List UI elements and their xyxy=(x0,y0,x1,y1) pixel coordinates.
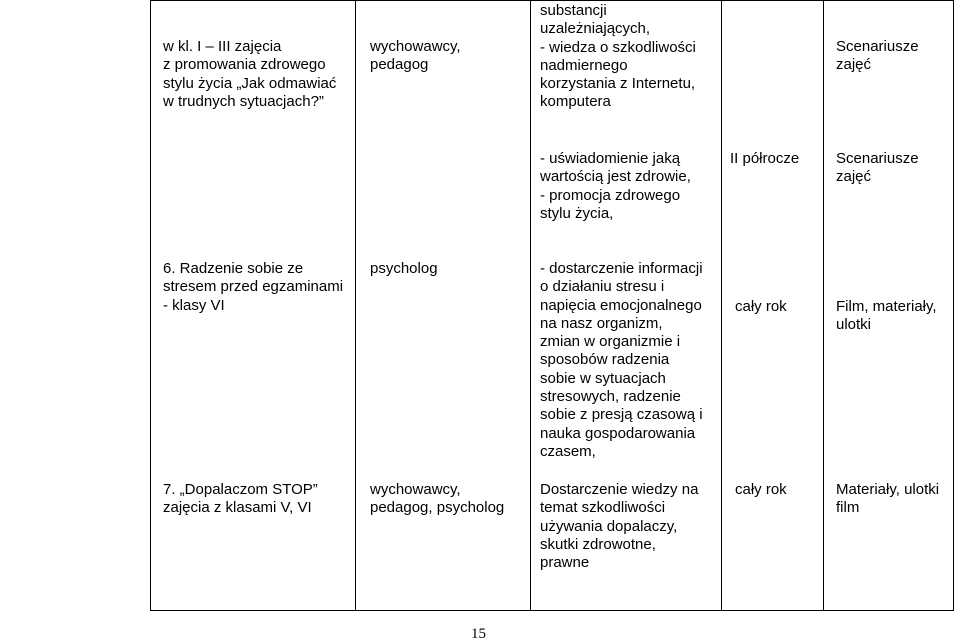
table-row-4-responsible: wychowawcy, pedagog, psycholog xyxy=(370,481,505,517)
column-border xyxy=(355,0,356,611)
table-top-border xyxy=(150,0,954,1)
schedule-table xyxy=(150,0,954,611)
table-row-1-resources: Scenariusze zajęć xyxy=(836,38,919,74)
table-row-3-responsible: psycholog xyxy=(370,260,438,277)
table-bottom-border xyxy=(150,610,954,611)
table-row-3-term: cały rok xyxy=(735,298,787,315)
table-row-4-term: cały rok xyxy=(735,481,787,498)
table-row-2-resources: Scenariusze zajęć xyxy=(836,150,919,186)
column-border xyxy=(530,0,531,611)
table-row-3-topic: 6. Radzenie sobie ze stresem przed egzaminami - klasy VI xyxy=(163,260,344,314)
column-border xyxy=(823,0,824,611)
page-number: 15 xyxy=(471,626,486,642)
table-row-3-resources: Film, materiały, ulotki xyxy=(836,298,937,334)
table-row-2-term: II półrocze xyxy=(730,150,800,167)
table-row-2-content: - uświadomienie jaką wartością jest zdrowie, - promocja zdrowego stylu życia, xyxy=(540,150,691,222)
table-row-1-responsible: wychowawcy, pedagog xyxy=(370,38,461,74)
column-border xyxy=(721,0,722,611)
table-row-4-topic: 7. „Dopalaczom STOP” zajęcia z klasami V, VI xyxy=(163,481,318,517)
table-row-1-topic: w kl. I – III zajęcia z promowania zdrowego stylu życia „Jak odmawiać w trudnych sytuacjach?” xyxy=(163,38,337,110)
column-border xyxy=(150,0,151,611)
table-row-4-resources: Materiały, ulotki film xyxy=(836,481,940,517)
table-row-4-content: Dostarczenie wiedzy na temat szkodliwości używania dopalaczy, skutki zdrowotne, prawne xyxy=(540,481,699,572)
table-row-1-content: substancji uzależniających, - wiedza o szkodliwości nadmiernego korzystania z Internetu, komputera xyxy=(540,2,696,111)
column-border xyxy=(953,0,954,611)
table-row-3-content: - dostarczenie informacji o działaniu stresu i napięcia emocjonalnego na nasz organizm, zmian w organizmie i sposobów radzenia sobie w sytuacjach stresowych, radzenie sobie z presją czasową i nauka gospodarowania czasem, xyxy=(540,260,703,460)
